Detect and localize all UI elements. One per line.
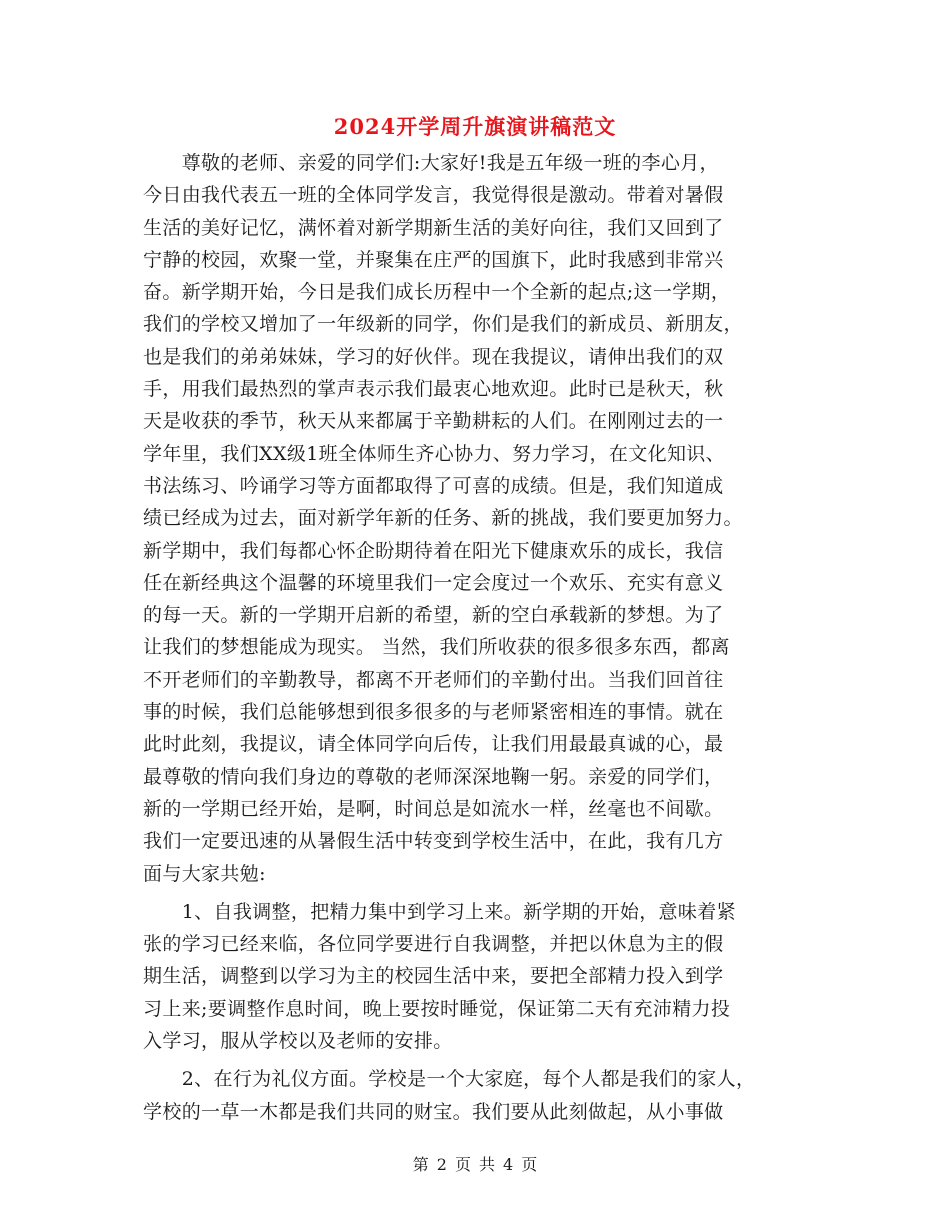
text-line: 我们的学校又增加了一年级新的同学，你们是我们的新成员、新朋友， xyxy=(143,313,743,336)
paragraph xyxy=(143,896,823,1057)
text-line: 习上来;要调整作息时间，晚上要按时睡觉，保证第二天有充沛精力投 xyxy=(143,997,731,1020)
text-line: 1、自我调整，把精力集中到学习上来。新学期的开始，意味着紧 xyxy=(143,900,736,923)
text-line: 绩已经成为过去，面对新学年新的任务、新的挑战，我们要更加努力。 xyxy=(143,507,743,530)
footer-label-page: 第 xyxy=(412,1155,429,1174)
text-line: 的每一天。新的一学期开启新的希望，新的空白承载新的梦想。为了 xyxy=(143,604,724,627)
text-line: 也是我们的弟弟妹妹，学习的好伙伴。现在我提议，请伸出我们的双 xyxy=(143,345,724,368)
text-line: 我们一定要迅速的从暑假生活中转变到学校生活中，在此，我有几方 xyxy=(143,830,724,853)
text-line: 今日由我代表五一班的全体同学发言，我觉得很是激动。带着对暑假 xyxy=(143,184,724,207)
text-line: 学校的一草一木都是我们共同的财宝。我们要从此刻做起，从小事做 xyxy=(143,1100,724,1123)
text-line: 最尊敬的情向我们身边的尊敬的老师深深地鞠一躬。亲爱的同学们， xyxy=(143,765,724,788)
text-line: 天是收获的季节，秋天从来都属于辛勤耕耘的人们。在刚刚过去的一 xyxy=(143,410,724,433)
paragraph xyxy=(143,1063,823,1128)
text-line: 书法练习、吟诵学习等方面都取得了可喜的成绩。但是，我们知道成 xyxy=(143,474,724,497)
footer-label-ye: 页 xyxy=(454,1155,471,1174)
text-line: 学年里，我们XX级1班全体师生齐心协力、努力学习，在文化知识、 xyxy=(143,442,725,465)
text-line: 此时此刻，我提议，请全体同学向后传，让我们用最最真诚的心，最 xyxy=(143,733,724,756)
text-line: 尊敬的老师、亲爱的同学们:大家好!我是五年级一班的李心月， xyxy=(143,152,719,174)
text-line: 新的一学期已经开始，是啊，时间总是如流水一样，丝毫也不间歇。 xyxy=(143,797,724,820)
text-line: 手，用我们最热烈的掌声表示我们最衷心地欢迎。此时已是秋天，秋 xyxy=(143,378,724,401)
page-footer xyxy=(0,1153,950,1177)
footer-label-total: 共 xyxy=(479,1155,496,1174)
footer-label-ye2: 页 xyxy=(521,1155,538,1174)
text-line: 不开老师们的辛勤教导，都离不开老师们的辛勤付出。当我们回首往 xyxy=(143,668,724,691)
text-line: 面与大家共勉: xyxy=(143,862,266,885)
text-line: 任在新经典这个温馨的环境里我们一定会度过一个欢乐、充实有意义 xyxy=(143,571,724,594)
text-line: 张的学习已经来临，各位同学要进行自我调整，并把以休息为主的假 xyxy=(143,933,724,956)
text-line: 入学习，服从学校以及老师的安排。 xyxy=(143,1030,453,1053)
document-title: 2024开学周升旗演讲稿范文 xyxy=(333,114,617,139)
text-line: 2、在行为礼仪方面。学校是一个大家庭，每个人都是我们的家人， xyxy=(143,1068,756,1091)
text-line: 宁静的校园，欢聚一堂，并聚集在庄严的国旗下，此时我感到非常兴 xyxy=(143,248,724,271)
text-line: 让我们的梦想能成为现实。 当然，我们所收获的很多很多东西，都离 xyxy=(143,636,730,659)
text-line: 期生活，调整到以学习为主的校园生活中来，要把全部精力投入到学 xyxy=(143,965,724,988)
text-line: 生活的美好记忆，满怀着对新学期新生活的美好向往，我们又回到了 xyxy=(143,216,724,239)
paragraph xyxy=(143,147,823,890)
total-pages-number: 4 xyxy=(503,1155,514,1174)
document-body xyxy=(143,147,823,1128)
text-line: 奋。新学期开始，今日是我们成长历程中一个全新的起点;这一学期， xyxy=(143,281,731,304)
text-line: 新学期中，我们每都心怀企盼期待着在阳光下健康欢乐的成长，我信 xyxy=(143,539,724,562)
text-line: 事的时候，我们总能够想到很多很多的与老师紧密相连的事情。就在 xyxy=(143,701,724,724)
current-page-number: 2 xyxy=(436,1155,447,1174)
